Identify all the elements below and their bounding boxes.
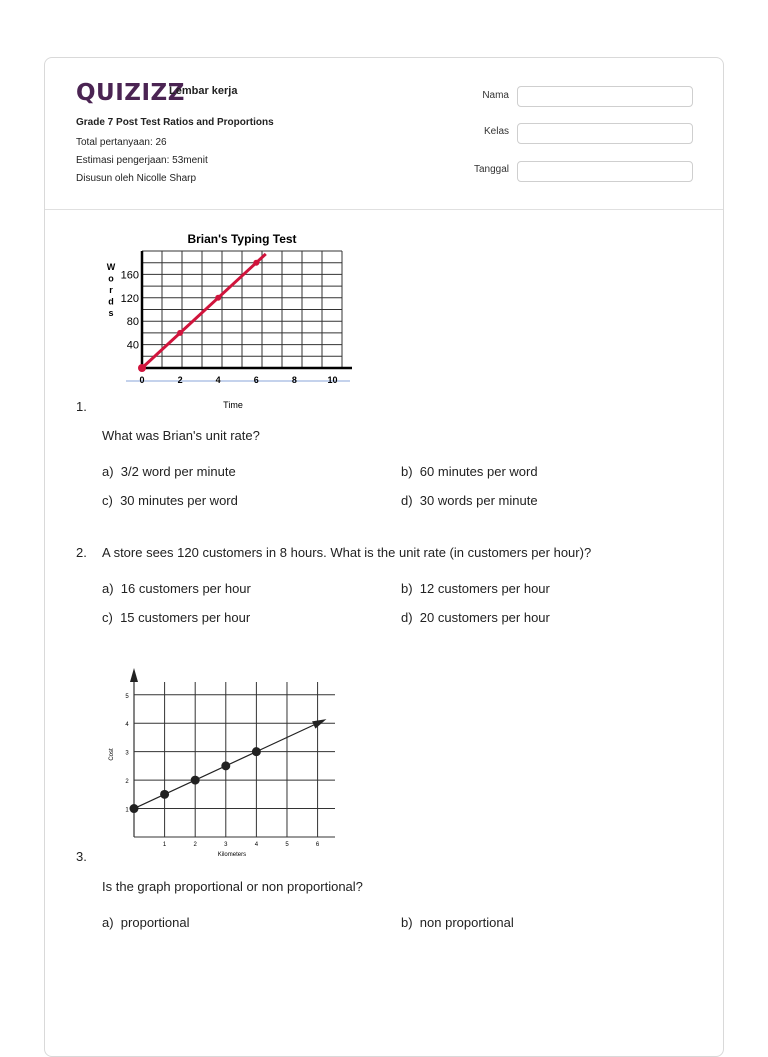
question-1-option-d[interactable] [401, 493, 538, 508]
x-tick-label: 0 [139, 375, 145, 385]
y-axis-label-letter: o [108, 273, 114, 284]
option-text: proportional [120, 915, 190, 930]
question-1-number: 1. [76, 399, 87, 414]
x-tick-label: 2 [177, 375, 183, 385]
question-2-number: 2. [76, 545, 87, 560]
worksheet-header [45, 58, 723, 210]
x-tick-label: 4 [215, 375, 221, 385]
option-letter: b) [401, 915, 413, 930]
option-letter: d) [401, 610, 413, 625]
cost-kilometers-chart [100, 660, 340, 862]
x-tick-label: 6 [253, 375, 259, 385]
option-text: non proportional [419, 915, 514, 930]
option-letter: c) [102, 493, 113, 508]
x-tick-label: 1 [162, 842, 167, 848]
y-axis-label-letter: W [106, 262, 116, 272]
option-text: 16 customers per hour [120, 581, 251, 596]
option-text: 15 customers per hour [120, 610, 251, 625]
option-letter: a) [102, 464, 114, 479]
data-point [191, 776, 200, 785]
y-tick-label: 4 [125, 722, 129, 729]
question-3-option-a[interactable] [102, 915, 189, 930]
date-field[interactable] [517, 161, 693, 182]
author: Disusun oleh Nicolle Sharp [76, 173, 197, 184]
y-tick-label: 80 [126, 316, 139, 329]
option-text: 20 customers per hour [419, 610, 550, 625]
option-text: 30 words per minute [419, 493, 538, 508]
data-point [215, 295, 221, 301]
option-letter: b) [401, 581, 413, 596]
x-axis-label: Kilometers [217, 852, 247, 858]
question-2-option-d[interactable] [401, 610, 550, 625]
date-label: Tanggal [473, 164, 509, 175]
class-field[interactable] [517, 123, 693, 144]
data-point [252, 747, 261, 756]
question-2-option-a[interactable] [102, 581, 251, 596]
option-text: 12 customers per hour [419, 581, 550, 596]
chart-title: Brian's Typing Test [187, 232, 297, 246]
data-line [142, 254, 266, 368]
y-tick-label: 1 [125, 807, 129, 814]
y-axis-arrow [130, 668, 138, 682]
worksheet-type: Lembar kerja [169, 85, 238, 97]
question-1-option-a[interactable] [102, 464, 236, 479]
question-3-option-b[interactable] [401, 915, 514, 930]
question-3-number: 3. [76, 849, 87, 864]
x-tick-label: 4 [254, 842, 259, 848]
question-1-text: What was Brian's unit rate? [102, 428, 260, 443]
y-tick-label: 40 [126, 339, 139, 352]
question-2-option-c[interactable] [102, 610, 250, 625]
option-letter: a) [102, 915, 114, 930]
question-2-option-b[interactable] [401, 581, 550, 596]
question-2-text: A store sees 120 customers in 8 hours. What is the unit rate (in customers per hour)? [102, 545, 592, 560]
data-point [130, 804, 139, 813]
x-tick-label: 8 [291, 375, 297, 385]
data-line-arrow [312, 719, 326, 729]
y-axis-label-letter: r [109, 285, 113, 295]
option-text: 60 minutes per word [419, 464, 538, 479]
option-letter: d) [401, 493, 413, 508]
quizizz-logo: QUIZIZZ [76, 80, 185, 106]
y-tick-label: 160 [120, 269, 139, 282]
y-axis-label: Cost [109, 748, 115, 761]
x-tick-label: 5 [285, 842, 289, 848]
data-point [160, 790, 169, 799]
option-letter: b) [401, 464, 413, 479]
x-axis-label: Time [223, 400, 243, 410]
class-label: Kelas [483, 126, 509, 137]
y-tick-label: 120 [120, 292, 139, 305]
y-axis-label-letter: s [108, 308, 114, 318]
worksheet-title: Grade 7 Post Test Ratios and Proportions [76, 117, 274, 128]
y-tick-label: 5 [125, 693, 129, 700]
option-letter: a) [102, 581, 114, 596]
option-letter: c) [102, 610, 113, 625]
data-point [253, 260, 259, 266]
y-tick-label: 3 [125, 750, 129, 757]
question-3-text: Is the graph proportional or non proportional? [102, 879, 363, 894]
option-text: 3/2 word per minute [120, 464, 236, 479]
name-label: Nama [482, 90, 509, 101]
x-tick-label: 6 [315, 842, 320, 848]
data-point [138, 364, 146, 372]
x-tick-label: 3 [224, 842, 228, 848]
data-point [177, 330, 183, 336]
time-estimate: Estimasi pengerjaan: 53menit [76, 155, 208, 166]
question-1-option-c[interactable] [102, 493, 238, 508]
y-axis-label-letter: d [108, 296, 114, 307]
option-text: 30 minutes per word [120, 493, 238, 508]
x-tick-label: 10 [327, 375, 338, 385]
question-1-option-b[interactable] [401, 464, 538, 479]
data-point [221, 761, 230, 770]
name-field[interactable] [517, 86, 693, 107]
x-tick-label: 2 [193, 842, 197, 848]
total-questions: Total pertanyaan: 26 [76, 137, 167, 148]
typing-test-chart [96, 226, 362, 414]
y-tick-label: 2 [125, 779, 129, 786]
